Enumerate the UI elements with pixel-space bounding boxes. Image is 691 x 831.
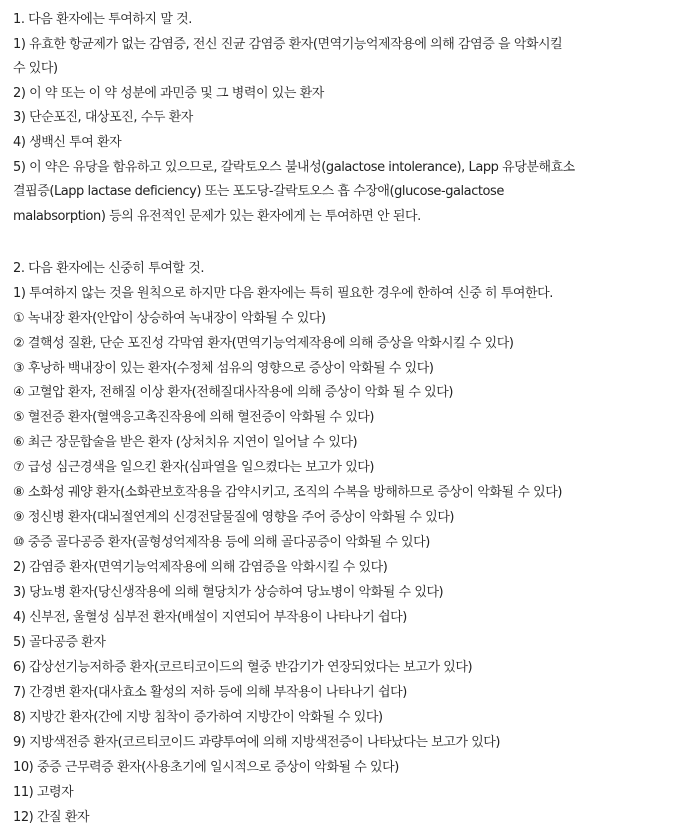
- section-2-heading: 2. 다음 환자에는 신중히 투여할 것.: [13, 261, 205, 276]
- section-1-item-2: 2) 이 약 또는 이 약 성분에 과민증 및 그 병력이 있는 환자: [13, 86, 324, 101]
- section-2-item: 3) 당뇨병 환자(당신생작용에 의해 혈당치가 상승하여 당뇨병이 악화될 수 있다): [13, 585, 444, 600]
- section-1-item-1: 1) 유효한 항균제가 없는 감염증, 전신 진균 감염증 환자(면역기능억제작용에 의해 감염증 을 악화시킬: [13, 37, 563, 52]
- section-2-item: 11) 고령자: [13, 785, 74, 800]
- section-1-item-3: 3) 단순포진, 대상포진, 수두 환자: [13, 110, 193, 125]
- section-1-item-5: 5) 이 약은 유당을 함유하고 있으므로, 갈락토오스 불내성(galactose intolerance), Lapp 유당분해효소: [13, 160, 575, 175]
- section-2-subitem: ③ 후낭하 백내장이 있는 환자(수정체 섬유의 영향으로 증상이 악화될 수 있다): [13, 361, 434, 376]
- section-2-subitem: ⑦ 급성 심근경색을 일으킨 환자(심파열을 일으켰다는 보고가 있다): [13, 460, 375, 475]
- section-2-item: 4) 신부전, 울혈성 심부전 환자(배설이 지연되어 부작용이 나타나기 쉽다): [13, 610, 407, 625]
- section-2-item: 6) 갑상선기능저하증 환자(코르티코이드의 혈중 반감기가 연장되었다는 보고가 있다): [13, 660, 473, 675]
- section-1-heading: 1. 다음 환자에는 투여하지 말 것.: [13, 12, 192, 27]
- section-2-item: 8) 지방간 환자(간에 지방 침착이 증가하여 지방간이 악화될 수 있다): [13, 710, 383, 725]
- section-1-item-5-cont: 결핍증(Lapp lactase deficiency) 또는 포도당-갈락토오스 흡 수장애(glucose-galactose: [13, 184, 504, 199]
- section-2-subitem: ② 결핵성 질환, 단순 포진성 각막염 환자(면역기능억제작용에 의해 증상을 악화시킬 수 있다): [13, 336, 514, 351]
- section-2-item: 9) 지방색전증 환자(코르티코이드 과량투여에 의해 지방색전증이 나타났다는 보고가 있다): [13, 735, 501, 750]
- section-2-subitem: ⑥ 최근 장문합술을 받은 환자 (상처치유 지연이 일어날 수 있다): [13, 435, 358, 450]
- section-2-item: 10) 중증 근무력증 환자(사용초기에 일시적으로 증상이 악화될 수 있다): [13, 760, 399, 775]
- section-2-subitem: ④ 고혈압 환자, 전해질 이상 환자(전해질대사작용에 의해 증상이 악화 될 수 있다): [13, 385, 453, 400]
- section-2-subitem: ⑤ 혈전증 환자(혈액응고촉진작용에 의해 혈전증이 악화될 수 있다): [13, 410, 375, 425]
- section-2-item: 12) 간질 환자: [13, 810, 90, 825]
- section-2-subitem: ① 녹내장 환자(안압이 상승하여 녹내장이 악화될 수 있다): [13, 311, 326, 326]
- section-2-item: 7) 간경변 환자(대사효소 활성의 저하 등에 의해 부작용이 나타나기 쉽다): [13, 685, 407, 700]
- section-2-subitem: ⑩ 중증 골다공증 환자(골형성억제작용 등에 의해 골다공증이 악화될 수 있다): [13, 535, 430, 550]
- section-2-item: 2) 감염증 환자(면역기능억제작용에 의해 감염증을 악화시킬 수 있다): [13, 560, 388, 575]
- section-2-subitem: ⑧ 소화성 궤양 환자(소화관보호작용을 감약시키고, 조직의 수복을 방해하므로 증상이 악화될 수 있다): [13, 485, 562, 500]
- section-2-subitem: ⑨ 정신병 환자(대뇌절연계의 신경전달물질에 영향을 주어 증상이 악화될 수 있다): [13, 510, 455, 525]
- section-2-item-1: 1) 투여하지 않는 것을 원칙으로 하지만 다음 환자에는 특히 필요한 경우에 한하여 신중 히 투여한다.: [13, 286, 553, 301]
- section-1-item-5-cont: malabsorption) 등의 유전적인 문제가 있는 환자에게 는 투여하면 안 된다.: [13, 209, 421, 224]
- section-2-item: 5) 골다공증 환자: [13, 635, 106, 650]
- section-1-item-4: 4) 생백신 투여 환자: [13, 135, 122, 150]
- section-1-item-1-cont: 수 있다): [13, 61, 58, 76]
